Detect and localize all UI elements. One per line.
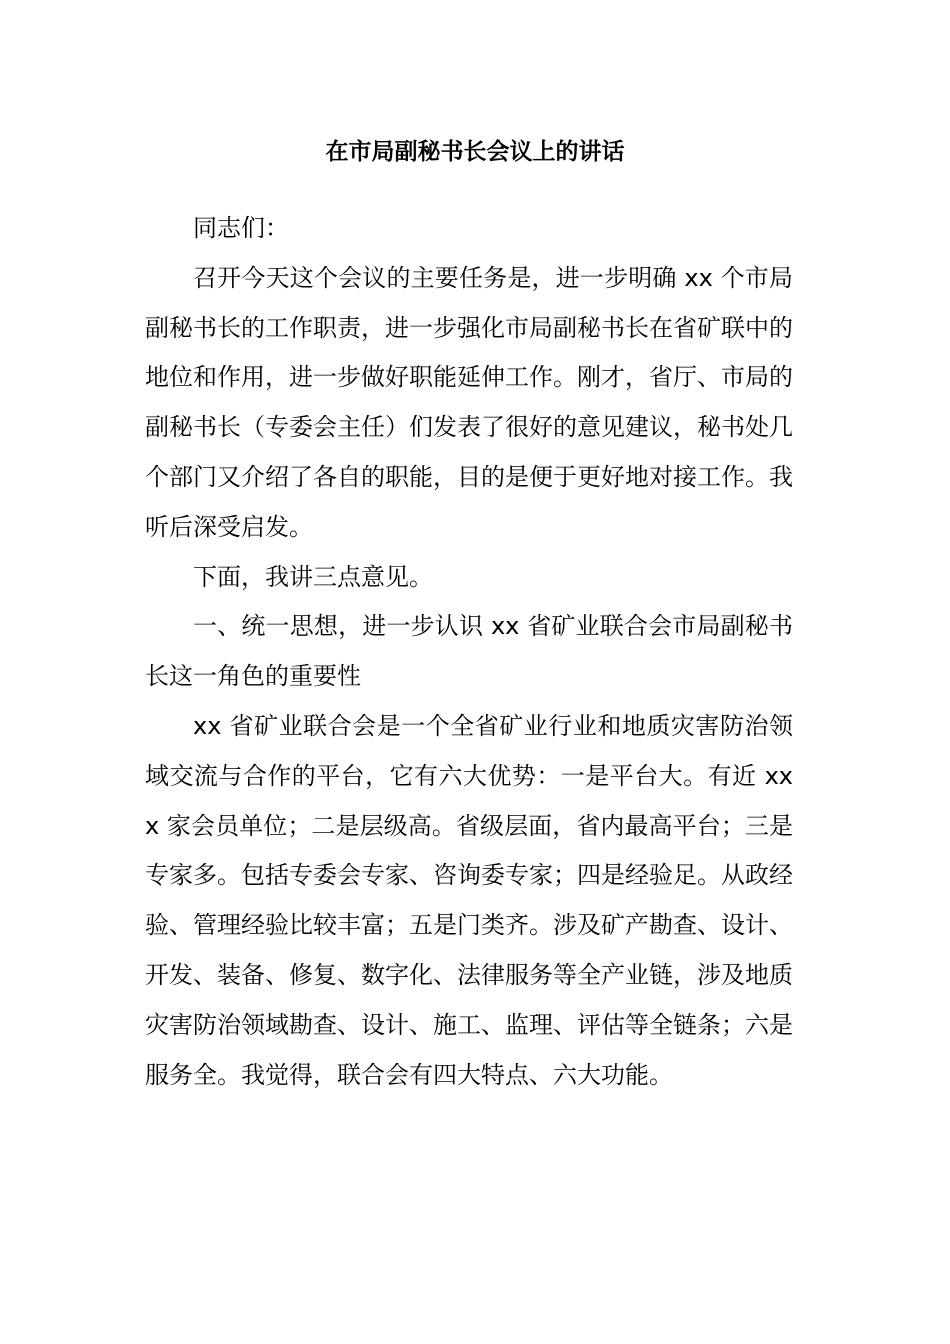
paragraph-federation-advantages: xx 省矿业联合会是一个全省矿业行业和地质灾害防治领域交流与合作的平台，它有六大优势：一是平台大。有近 xxx 家会员单位；二是层级高。省级层面，省内最高平台；三是专家多。包括专委会专家、咨询委专家；四是经验足。从政经验、管理经验比较丰富；五是门类齐。涉及矿产勘查、设计、开发、装备、修复、数字化、法律服务等全产业链，涉及地质灾害防治领域勘查、设计、施工、监理、评估等全链条；六是服务全。我觉得，联合会有四大特点、六大功能。 [145,711,793,1089]
document-body [145,204,793,1100]
section-heading-one: 一、统一思想，进一步认识 xx 省矿业联合会市局副秘书长这一角色的重要性 [145,612,793,691]
document-title: 在市局副秘书长会议上的讲话 [325,139,625,165]
paragraph-salutation: 同志们： [193,214,289,242]
paragraph-three-points: 下面，我讲三点意见。 [193,562,433,591]
paragraph-meeting-purpose: 召开今天这个会议的主要任务是，进一步明确 xx 个市局副秘书长的工作职责，进一步强化市局副秘书长在省矿联中的地位和作用，进一步做好职能延伸工作。刚才，省厅、市局的副秘书长（专委会主任）们发表了很好的意见建议，秘书处几个部门又介绍了各自的职能，目的是便于更好地对接工作。我听后深受启发。 [145,263,793,541]
